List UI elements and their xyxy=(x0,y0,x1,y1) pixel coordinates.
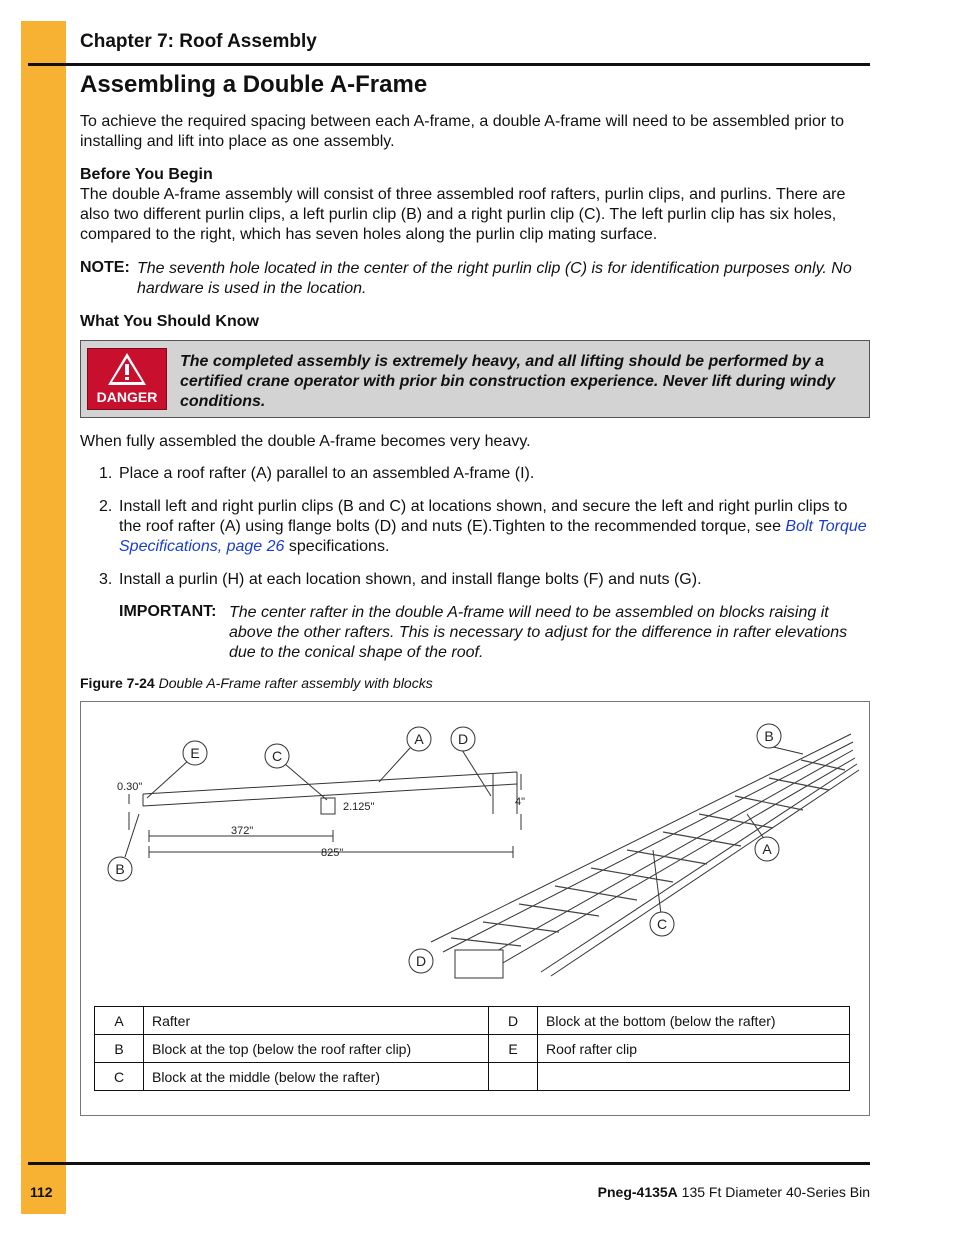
legend-value xyxy=(538,1063,850,1091)
footer-doc xyxy=(598,1184,870,1200)
legend-value: Rafter xyxy=(144,1007,489,1035)
warning-triangle-icon xyxy=(88,349,166,409)
page-title: Assembling a Double A-Frame xyxy=(80,71,428,98)
danger-label: DANGER xyxy=(96,389,158,405)
table-row xyxy=(95,1007,850,1035)
table-row xyxy=(95,1035,850,1063)
legend-key: C xyxy=(95,1063,144,1091)
legend-key: E xyxy=(489,1035,538,1063)
figure-caption-text: Double A-Frame rafter assembly with blocks xyxy=(158,675,433,691)
legend-key xyxy=(489,1063,538,1091)
know-heading: What You Should Know xyxy=(80,313,259,330)
legend-key: A xyxy=(95,1007,144,1035)
callout-d: D xyxy=(457,731,469,747)
legend-table xyxy=(94,1006,850,1091)
legend-value: Block at the middle (below the rafter) xyxy=(144,1063,489,1091)
heavy-paragraph: When fully assembled the double A-frame becomes very heavy. xyxy=(80,433,531,450)
step-text-after: specifications. xyxy=(284,538,390,555)
before-heading: Before You Begin xyxy=(80,166,213,183)
chapter-heading: Chapter 7: Roof Assembly xyxy=(80,31,317,52)
dim-4: 4" xyxy=(515,796,526,808)
step-number: 3. xyxy=(99,571,113,588)
dim-372: 372" xyxy=(231,825,254,837)
step-number: 2. xyxy=(99,498,113,515)
bolt-torque-link[interactable]: Bolt Torque Specifications, page 26 xyxy=(119,518,867,555)
chapter-tab-bar xyxy=(21,21,66,1214)
callout-a-right: A xyxy=(762,841,772,857)
step-number: 1. xyxy=(99,465,113,482)
legend-value: Block at the top (below the roof rafter clip) xyxy=(144,1035,489,1063)
footer-rule xyxy=(28,1162,870,1165)
rafter-diagram xyxy=(81,702,869,1002)
dim-030: 0.30" xyxy=(117,781,143,793)
danger-icon xyxy=(87,348,167,410)
doc-id: Pneg-4135A xyxy=(597,1184,678,1200)
callout-c: C xyxy=(271,748,283,764)
danger-callout xyxy=(80,340,870,418)
doc-title: 135 Ft Diameter 40-Series Bin xyxy=(677,1184,870,1200)
callout-d-bottom: D xyxy=(415,953,427,969)
callout-b-left: B xyxy=(115,861,125,877)
note-text: The seventh hole located in the center of the right purlin clip (C) is for identification purposes only. No hardware is used in the location. xyxy=(137,260,852,297)
page-number: 112 xyxy=(30,1184,53,1200)
figure-caption xyxy=(80,675,433,691)
legend-value: Roof rafter clip xyxy=(538,1035,850,1063)
table-row xyxy=(95,1063,850,1091)
danger-text: The completed assembly is extremely heavy, and all lifting should be performed by a certified crane operator with prior bin construction experience. Never lift during windy conditions. xyxy=(180,353,836,410)
important-label: IMPORTANT: xyxy=(119,603,217,620)
step-text: Place a roof rafter (A) parallel to an assembled A-frame (I). xyxy=(119,465,535,482)
header-rule xyxy=(28,63,870,66)
legend-value: Block at the bottom (below the rafter) xyxy=(538,1007,850,1035)
dim-2125: 2.125" xyxy=(343,801,375,813)
note-label: NOTE: xyxy=(80,259,130,276)
intro-paragraph: To achieve the required spacing between each A-frame, a double A-frame will need to be assembled prior to installing and lift into place as one assembly. xyxy=(80,113,844,150)
callout-b-right: B xyxy=(764,728,774,744)
callout-e: E xyxy=(190,745,200,761)
figure-label: Figure 7-24 xyxy=(80,675,155,691)
step-text xyxy=(119,497,867,557)
before-paragraph: The double A-frame assembly will consist of three assembled roof rafters, purlin clips, and purlins. There are also two different purlin clips, a left purlin clip (B) and a right purlin clip (C). The left purlin clip has six holes, compared to the right, which has seven holes along the purlin clip mating surface. xyxy=(80,186,846,243)
important-text: The center rafter in the double A-frame will need to be assembled on blocks raising it above the other rafters. This is necessary to adjust for the difference in rafter elevations due to the conical shape of the roof. xyxy=(229,604,848,661)
step-text-before: Install left and right purlin clips (B and C) at locations shown, and secure the left and right purlin clips to the roof rafter (A) using flange bolts (D) and nuts (E).Tighten to the recommended torque, see xyxy=(119,498,848,535)
legend-key: D xyxy=(489,1007,538,1035)
callout-c-right: C xyxy=(656,916,668,932)
step-text: Install a purlin (H) at each location shown, and install flange bolts (F) and nuts (G). xyxy=(119,571,702,588)
dim-825: 825" xyxy=(321,847,344,859)
bottom-block xyxy=(455,950,503,978)
callout-a: A xyxy=(414,731,424,747)
legend-key: B xyxy=(95,1035,144,1063)
